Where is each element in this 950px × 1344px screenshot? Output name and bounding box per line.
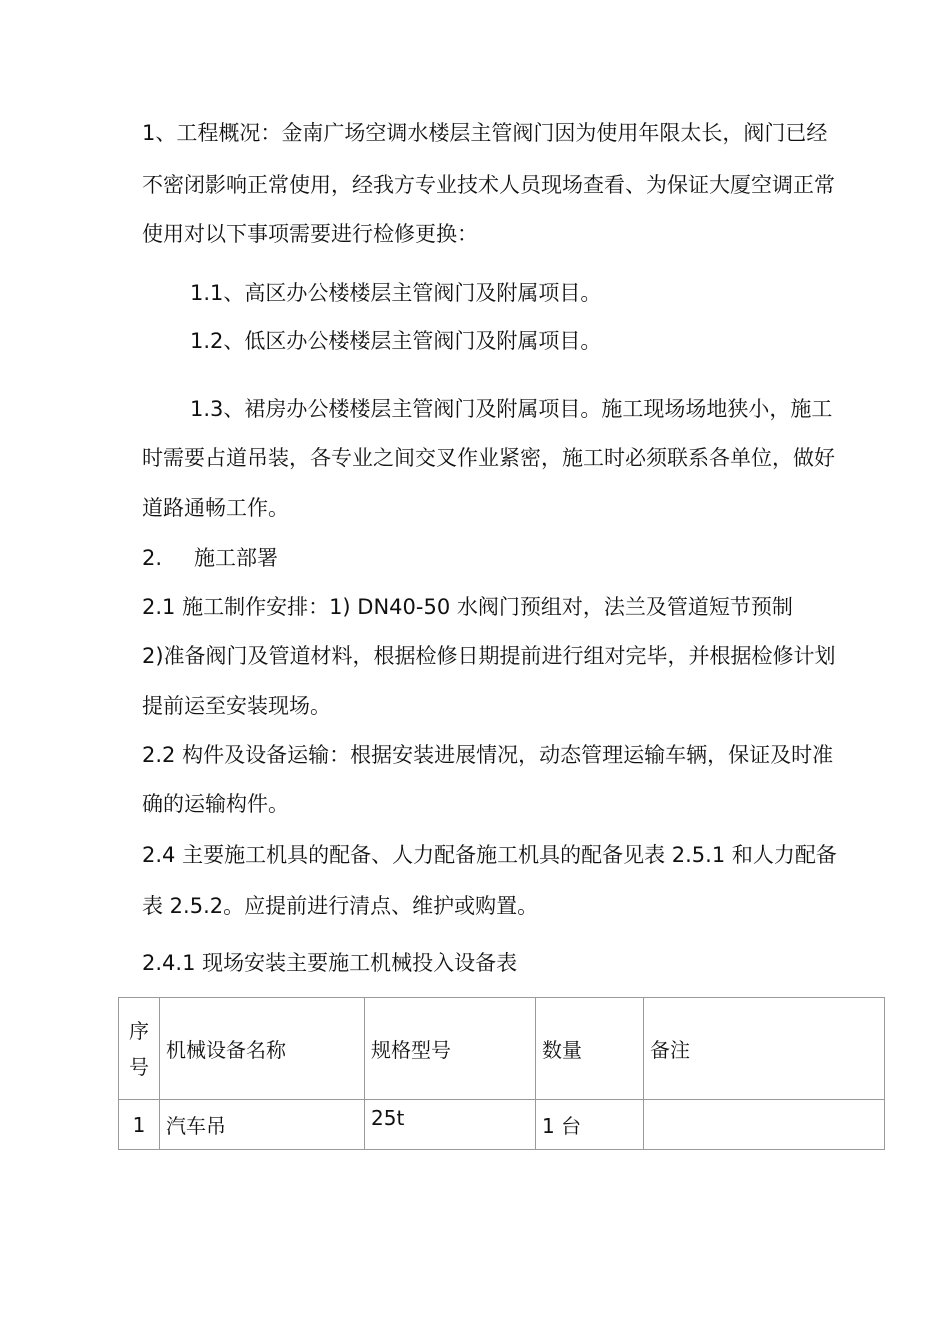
header-seq [119, 998, 160, 1100]
table-row [119, 1100, 885, 1150]
row-1-seq: 1 [119, 1100, 160, 1150]
section-2-4-line-1: 2.4 主要施工机具的配备、人力配备施工机具的配备见表 2.5.1 和人力配备 [142, 843, 837, 867]
section-2-1-line-3: 提前运至安装现场。 [142, 694, 331, 718]
table-caption: 2.4.1 现场安装主要施工机械投入设备表 [142, 951, 518, 975]
header-seq-top: 序 [129, 1018, 149, 1043]
header-qty: 数量 [536, 998, 644, 1100]
section-2-1-line-2: 2)准备阀门及管道材料，根据检修日期提前进行组对完毕，并根据检修计划 [142, 644, 836, 668]
section-2-4-line-2: 表 2.5.2。应提前进行清点、维护或购置。 [142, 894, 539, 918]
header-spec: 规格型号 [365, 998, 536, 1100]
item-1-3-line-2: 时需要占道吊装，各专业之间交叉作业紧密，施工时必须联系各单位，做好 [142, 446, 835, 470]
intro-line-2: 不密闭影响正常使用，经我方专业技术人员现场查看、为保证大厦空调正常 [142, 173, 835, 197]
item-1-3-line-1: 1.3、裙房办公楼楼层主管阀门及附属项目。施工现场场地狭小，施工 [190, 397, 833, 421]
header-name: 机械设备名称 [160, 998, 365, 1100]
item-1-1: 1.1、高区办公楼楼层主管阀门及附属项目。 [190, 281, 602, 305]
row-1-name: 汽车吊 [160, 1100, 365, 1150]
equipment-table [118, 997, 885, 1150]
row-1-qty: 1 台 [536, 1100, 644, 1150]
header-seq-bottom: 号 [129, 1054, 149, 1079]
row-1-spec: 25t [365, 1100, 536, 1150]
row-1-note [644, 1100, 885, 1150]
header-note: 备注 [644, 998, 885, 1100]
item-1-2: 1.2、低区办公楼楼层主管阀门及附属项目。 [190, 329, 602, 353]
intro-line-1: 1、工程概况：金南广场空调水楼层主管阀门因为使用年限太长，阀门已经 [142, 121, 828, 145]
table-header-row [119, 998, 885, 1100]
item-1-3-line-3: 道路通畅工作。 [142, 496, 289, 520]
intro-line-3: 使用对以下事项需要进行检修更换： [142, 222, 478, 246]
section-2-number: 2. [142, 546, 163, 570]
section-2-title: 施工部署 [194, 546, 278, 570]
section-2-1-line-1: 2.1 施工制作安排：1) DN40-50 水阀门预组对，法兰及管道短节预制 [142, 595, 793, 619]
section-2-2-line-1: 2.2 构件及设备运输：根据安装进展情况，动态管理运输车辆，保证及时准 [142, 743, 834, 767]
section-2-2-line-2: 确的运输构件。 [142, 792, 289, 816]
